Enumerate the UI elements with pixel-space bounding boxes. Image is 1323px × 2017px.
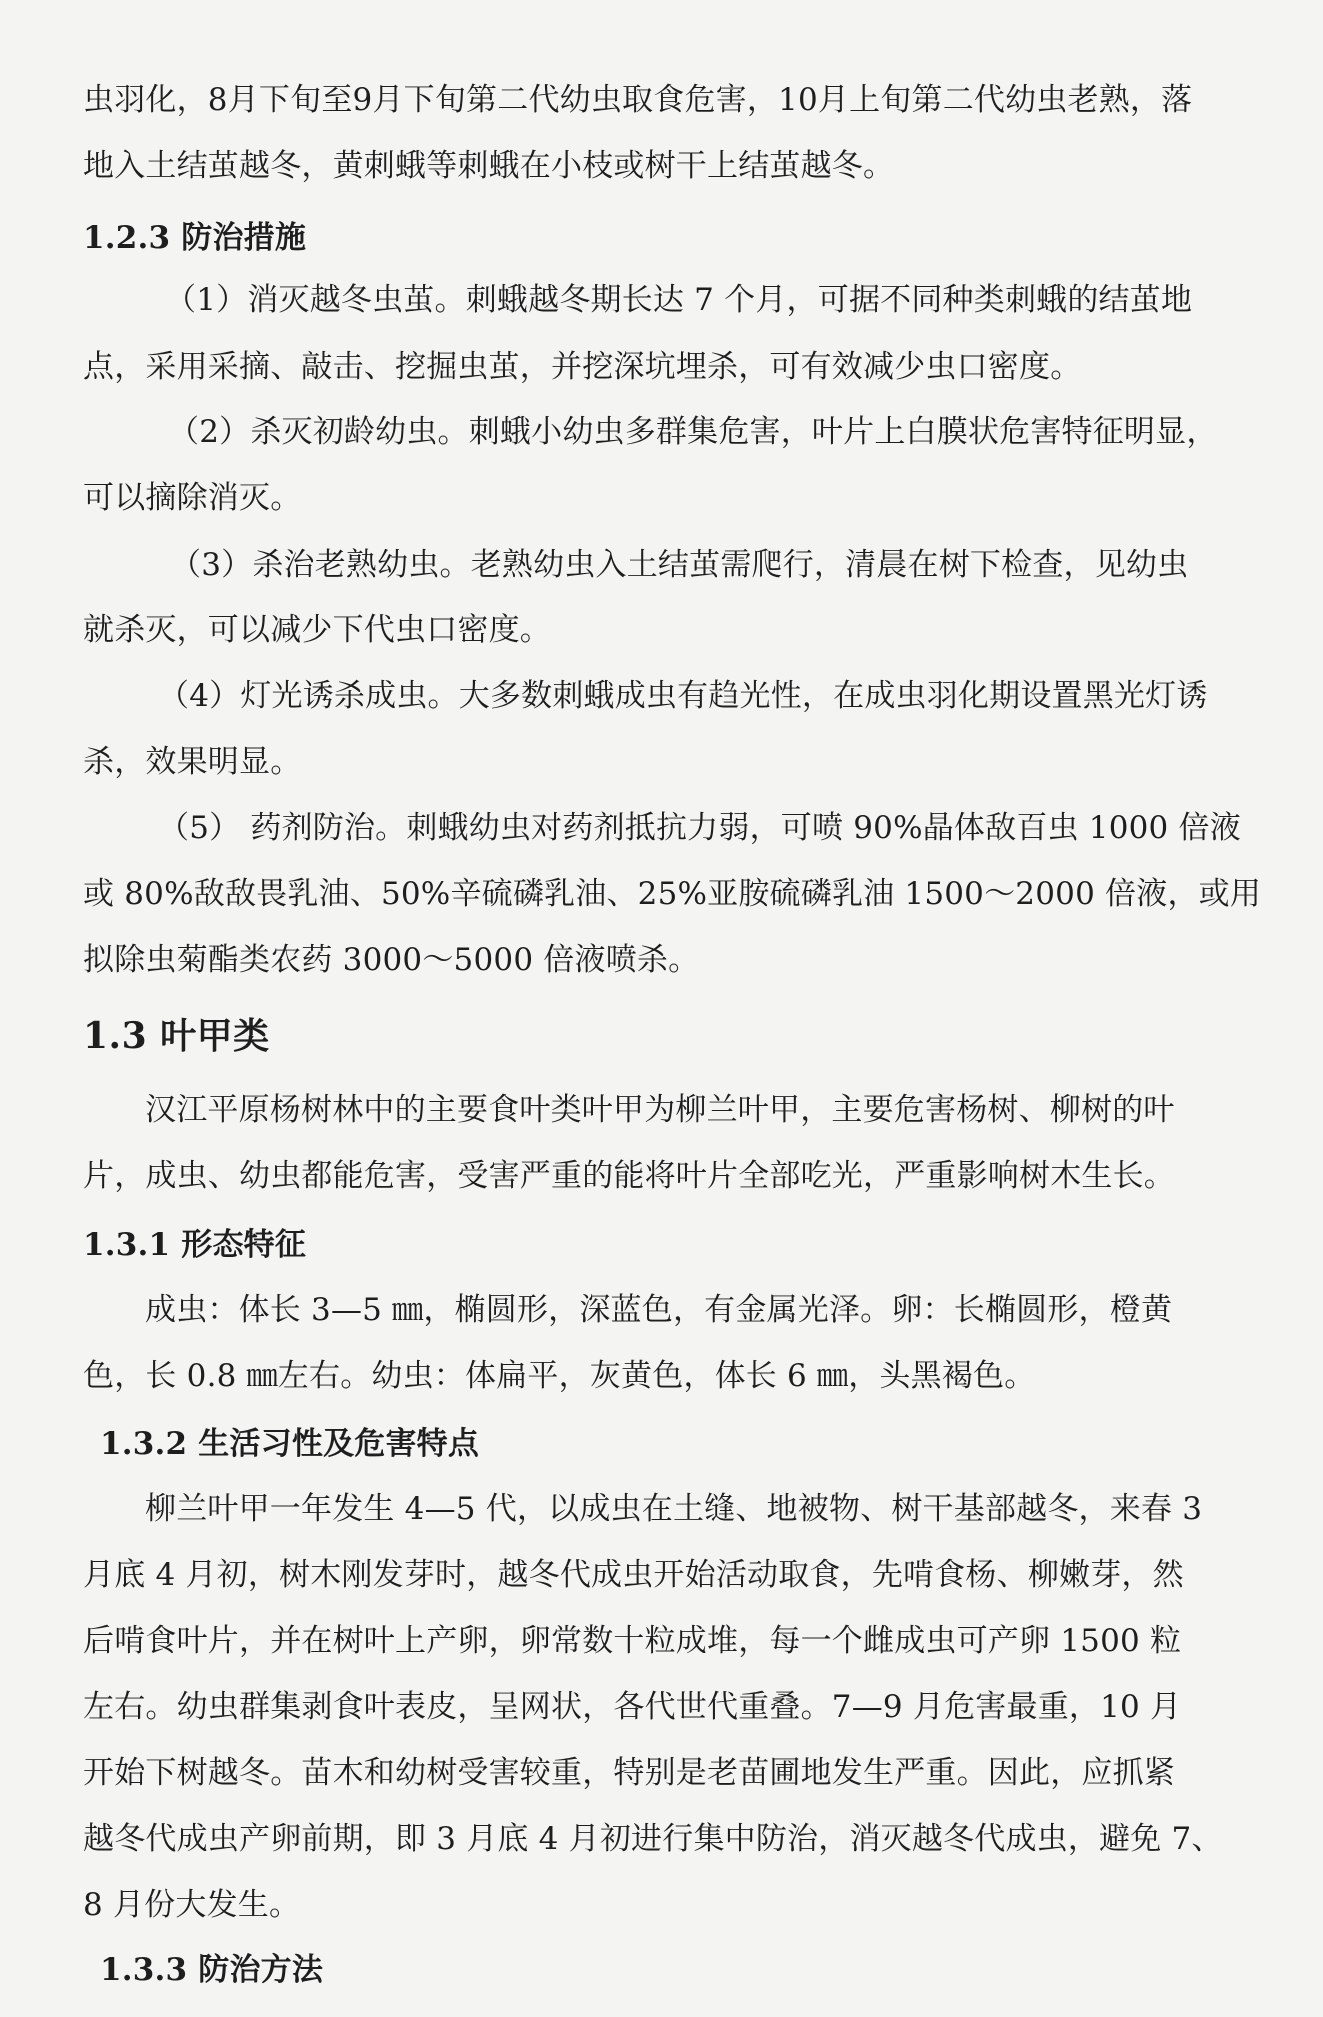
section-heading-1-3-1: 1.3.1 形态特征 [83,1227,307,1263]
paragraph-line: 可以摘除消灭。 [83,480,302,516]
paragraph-line: 就杀灭，可以减少下代虫口密度。 [83,612,551,648]
paragraph-line: 8 月份大发生。 [83,1887,301,1923]
paragraph-line: 地入土结茧越冬，黄刺蛾等刺蛾在小枝或树干上结茧越冬。 [83,148,895,184]
paragraph-line: （4）灯光诱杀成虫。大多数刺蛾成虫有趋光性，在成虫羽化期设置黑光灯诱 [158,678,1208,714]
paragraph-line: 月底 4 月初，树木刚发芽时，越冬代成虫开始活动取食，先啃食杨、柳嫩芽，然 [83,1557,1184,1593]
paragraph-line: 色，长 0.8 ㎜左右。幼虫：体扁平，灰黄色，体长 6 ㎜，头黑褐色。 [83,1358,1036,1394]
paragraph-line: 后啃食叶片，并在树叶上产卵，卵常数十粒成堆，每一个雌成虫可产卵 1500 粒 [83,1623,1182,1659]
paragraph-line: 汉江平原杨树林中的主要食叶类叶甲为柳兰叶甲，主要危害杨树、柳树的叶 [145,1092,1175,1128]
section-heading-1-3-2: 1.3.2 生活习性及危害特点 [100,1426,480,1462]
paragraph-line: （3）杀治老熟幼虫。老熟幼虫入土结茧需爬行，清晨在树下检查，见幼虫 [170,547,1189,583]
paragraph-line: 片，成虫、幼虫都能危害，受害严重的能将叶片全部吃光，严重影响树木生长。 [83,1158,1175,1194]
paragraph-line: 虫羽化，8月下旬至9月下旬第二代幼虫取食危害，10月上旬第二代幼虫老熟，落 [83,82,1193,118]
paragraph-line: 左右。幼虫群集剥食叶表皮，呈网状，各代世代重叠。7—9 月危害最重，10 月 [83,1689,1182,1725]
section-heading-1-3: 1.3 叶甲类 [83,1015,270,1057]
paragraph-line: 点，采用采摘、敲击、挖掘虫茧，并挖深坑埋杀，可有效减少虫口密度。 [83,349,1082,385]
paragraph-line: 越冬代成虫产卵前期，即 3 月底 4 月初进行集中防治，消灭越冬代成虫，避免 7、 [83,1821,1223,1857]
section-heading-1-2-3: 1.2.3 防治措施 [83,220,307,256]
section-heading-1-3-3: 1.3.3 防治方法 [100,1952,324,1988]
paragraph-line: （1）消灭越冬虫茧。刺蛾越冬期长达 7 个月，可据不同种类刺蛾的结茧地 [165,282,1193,318]
paragraph-line: 杀，效果明显。 [83,744,302,780]
paragraph-line: （5） 药剂防治。刺蛾幼虫对药剂抵抗力弱，可喷 90%晶体敌百虫 1000 倍液 [158,810,1241,846]
paragraph-line: 开始下树越冬。苗木和幼树受害较重，特别是老苗圃地发生严重。因此，应抓紧 [83,1755,1175,1791]
paragraph-line: 或 80%敌敌畏乳油、50%辛硫磷乳油、25%亚胺硫磷乳油 1500～2000 倍液，或用 [83,876,1262,912]
paragraph-line: （2）杀灭初龄幼虫。刺蛾小幼虫多群集危害，叶片上白膜状危害特征明显， [168,414,1218,450]
paragraph-line: 成虫：体长 3—5 ㎜，椭圆形，深蓝色，有金属光泽。卵：长椭圆形，橙黄 [145,1292,1173,1328]
paragraph-line: 柳兰叶甲一年发生 4—5 代，以成虫在土缝、地被物、树干基部越冬，来春 3 [145,1491,1203,1527]
paragraph-line: 拟除虫菊酯类农药 3000～5000 倍液喷杀。 [83,942,700,978]
